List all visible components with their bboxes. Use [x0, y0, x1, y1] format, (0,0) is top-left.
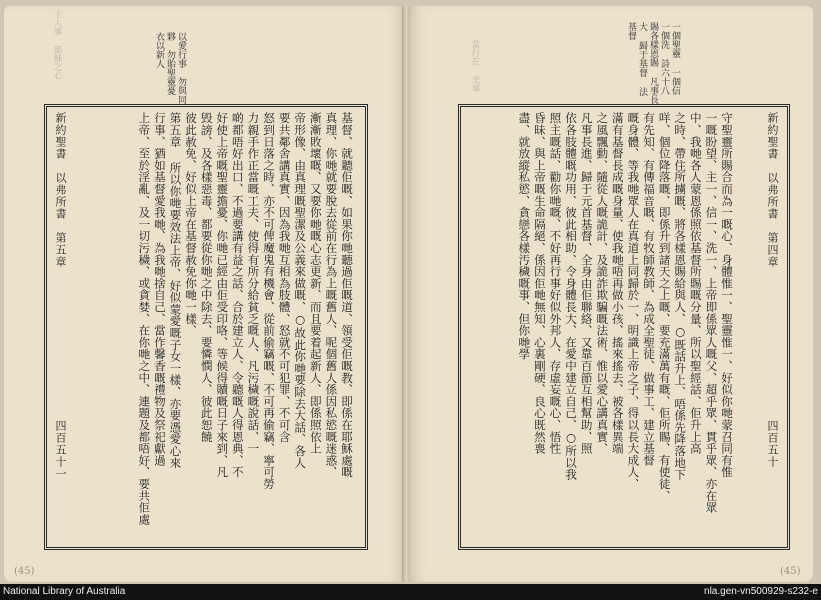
left-page-column: 好使上帝嘅聖靈擔憂、你哋已經由佢受印咯、等候得贖嘅日子來到、凡 [215, 112, 230, 478]
left-page-column: 毁謗、及各樣惡毒、都要從你哋之中除去、要憐憫人、彼此恕饒 [199, 112, 214, 443]
left-page-column: 彼此赦免、好似上帝在基督赦免你哋一樣、 [184, 112, 199, 337]
right-page-bleed-notes: 當行在 美事 [470, 40, 480, 93]
right-page-column: 守聖靈所賜合而為一嘅心、身體惟一、聖靈惟一、好似你哋蒙召同有惟 [720, 112, 734, 478]
footer-source-label: National Library of Australia [3, 586, 126, 597]
right-page-column: 咩、個位降落嘅、即係升到諸天之上嘅、要充滿萬有嘅、佢所賜、有使徒、 [657, 112, 672, 502]
left-page-column: 漸漸敗壞嘅、又要你哋嘅心志更新、而且要着起新人、即係照依上 [308, 112, 323, 455]
right-page-column: 嘅身體、等我哋眾人在真道上同歸於一、明識上帝之子、得以長大成人、 [626, 112, 641, 490]
right-page-column: 一嘅盼望、主一、信一、洗一、上帝即係眾人嘅父、超乎眾、貫乎眾、亦在眾 [704, 112, 719, 514]
right-page-column: 之風飄動、隨從人嘅詭計、及詭詐欺騙嘅法術、惟以愛心講真實、 [595, 112, 610, 455]
right-page-column: 照主嘅話、勸你哋嘅、不好再行事好似外邦人、存虛妄嘅心、悟性 [548, 112, 563, 455]
right-page-column: 凡事長進、歸于元首基督、全身由佢聯絡、又靠百節互相幫助、照 [579, 112, 594, 455]
left-page-column: 怒到日落之時、亦不可俾魔鬼有機會、從前偷竊嘅、不可再偷竊、寧可勞 [262, 112, 277, 490]
left-page-running-header: 新約聖書 以弗所書 第五章 [54, 112, 67, 268]
right-page-mark: (45) [780, 566, 801, 577]
right-page-column: 盡、就放縱私慾、貪戀各樣汚穢嘅事、但你哋學 [517, 112, 532, 360]
left-page-bleed-notes: 主人事 耶穌之心 [52, 10, 62, 80]
left-page-margin-notes: 以愛行事 勿與同夥 勿貽聖靈憂 衣以新人 [154, 32, 186, 104]
right-page-column: 昏昧、與上帝嘅生命隔絕、係因佢哋無知、心裏剛硬、良心既然喪 [532, 112, 547, 455]
left-page-body [96, 112, 354, 538]
left-page-column: 真理、你哋就要脫去從前在行為上嘅舊人、呢個舊人係因私慾嘅迷惑、 [324, 112, 339, 478]
left-page-column: 上帝、至於淫亂、及一切污穢、或貪婪、在你哋之中、連題及都唔好、要共佢處 [137, 112, 152, 525]
right-page-body [466, 112, 734, 538]
right-page-column: 依各肢體嘅功用、彼此相助、令身體長大、在愛中建立自己、○所以我 [564, 112, 579, 481]
archive-footer-bar [0, 584, 821, 600]
right-page-margin-notes: 一個聖靈 一個信 一個洗 詩六十八 賜各樣恩賜 凡事長大 歸于基督 法 基督 [626, 22, 680, 104]
left-page-column: 帝形像、由真理嘅聖潔及公義來做嘅、○故此你哋要除去大話、各人 [293, 112, 308, 469]
right-page-column: 之時、帶住所擄嘅、將各樣恩賜給與人、○既話升上、唔係先降落地下 [673, 112, 688, 481]
left-page-mark: (45) [14, 566, 35, 577]
left-page-folio: 四百五十一 [54, 420, 67, 480]
right-page-running-header: 新約聖書 以弗所書 第四章 [766, 112, 779, 268]
right-page-column: 滿有基督長成嘅身量、使我哋唔再做小孩、搖來搖去、被各樣異端 [610, 112, 625, 455]
left-page-column: 力親手作正當嘅工夫、使得有所分給貧乏嘅人、凡污穢嘅說話、一 [246, 112, 261, 455]
right-page-column: 中、我哋各人蒙恩係照依基督所賜嘅分量、所以聖經話、佢升上高 [688, 112, 703, 455]
footer-identifier: nla.gen-vn500929-s232-e [704, 586, 818, 597]
left-page-column: 第五章 所以你哋要效法上帝、好似蒙愛嘅子女一樣、亦要憑愛心來 [168, 112, 183, 469]
left-page-column: 要共鄰舍講真實、因為我哋互相為肢體、怒就不可犯罪、不可含 [277, 112, 292, 443]
left-page-column: 啲都唔好出口、不過要講有益之話、合於建立人、令聽嘅人得恩典、不 [230, 112, 245, 478]
left-page-column: 行事、猶如基督愛我哋、為我哋捨自己、當作馨香嘅禮物及祭祀獻過 [152, 112, 167, 466]
left-page-column: 基督、就聽佢嘅、如果你哋聽過佢嘅道、領受佢嘅教、即係在耶穌處嘅 [340, 112, 354, 478]
right-page-column: 有先知、有傳福音嘅、有牧師教師、為成全聖徒、做事工、建立基督 [642, 112, 657, 466]
right-page-folio: 四百五十 [766, 420, 779, 468]
